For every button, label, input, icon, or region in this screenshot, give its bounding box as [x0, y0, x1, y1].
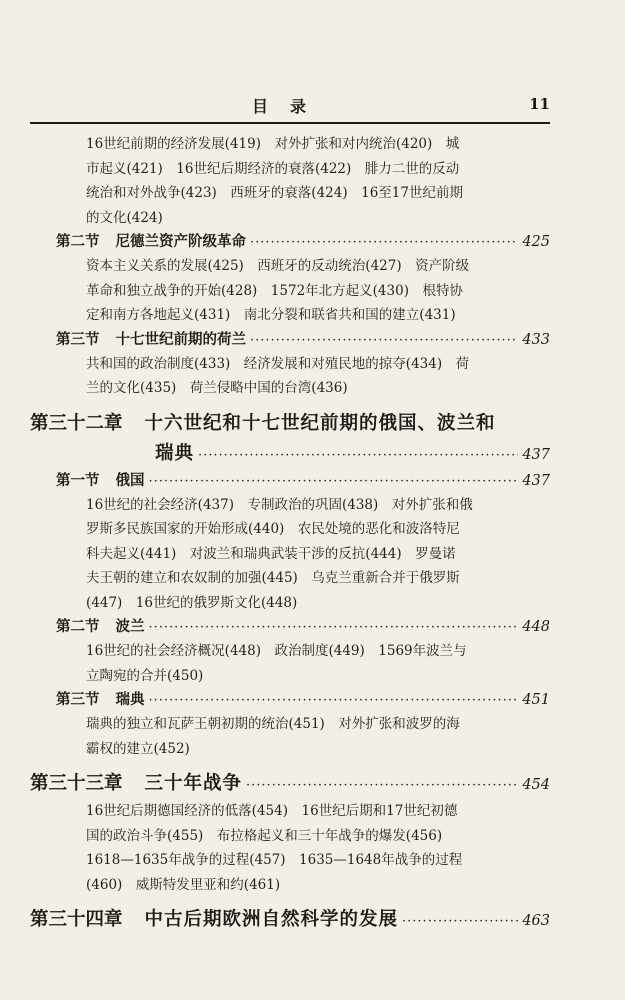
description-line: 资本主义关系的发展(425) 西班牙的反动统治(427) 资产阶级 [86, 258, 470, 274]
entry-page-number: 433 [522, 331, 550, 348]
description-line: 立陶宛的合并(450) [86, 667, 204, 684]
chapter-number: 第三十二章 [30, 412, 123, 434]
section-number: 第一节 [56, 471, 100, 489]
entry-description [86, 132, 550, 230]
description-line: 科夫起义(441) 对波兰和瑞典武装干涉的反抗(444) 罗曼诺 [86, 545, 456, 562]
description-line: 16世纪前期的经济发展(419) 对外扩张和对内统治(420) 城 [86, 136, 460, 152]
running-header [30, 88, 550, 124]
entry-description [86, 493, 550, 616]
description-line: 革命和独立战争的开始(428) 1572年北方起义(430) 根特协 [86, 282, 463, 299]
dot-leader [198, 441, 518, 469]
dot-leader [250, 329, 518, 352]
toc-chapter-entry[interactable] [30, 905, 550, 935]
toc-section-entry[interactable] [56, 615, 550, 639]
dot-leader [250, 231, 518, 254]
dot-leader [149, 616, 519, 639]
entry-page-number: 448 [522, 619, 550, 635]
section-title: 波兰 [115, 618, 145, 635]
table-of-contents [30, 132, 550, 935]
description-line: 16世纪的社会经济概况(448) 政治制度(449) 1569年波兰与 [86, 643, 467, 659]
toc-chapter-entry[interactable] [155, 439, 550, 469]
dot-leader [149, 470, 519, 493]
entry-description [86, 254, 550, 328]
toc-section-entry[interactable] [56, 688, 550, 712]
chapter-title: 中古后期欧洲自然科学的发展 [144, 909, 399, 930]
section-number: 第三节 [56, 691, 100, 708]
description-line: 16世纪的社会经济(437) 专制政治的巩固(438) 对外扩张和俄 [86, 496, 473, 513]
description-line: 罗斯多民族国家的开始形成(440) 农民处境的恶化和波洛特尼 [86, 521, 460, 537]
header-title: 目录 [251, 97, 328, 116]
entry-page-number: 454 [522, 777, 550, 793]
description-line: 市起义(421) 16世纪后期经济的衰落(422) 腓力二世的反动 [86, 160, 460, 177]
chapter-title: 瑞典 [155, 442, 195, 464]
entry-page-number: 463 [522, 913, 550, 929]
dot-leader [149, 689, 519, 712]
entry-description [86, 799, 550, 897]
description-line: 16世纪后期德国经济的低落(454) 16世纪后期和17世纪初德 [86, 803, 458, 819]
description-line: 的文化(424) [86, 209, 163, 226]
entry-page-number: 425 [522, 234, 550, 250]
description-line: (460) 威斯特发里亚和约(461) [86, 876, 281, 893]
section-number: 第二节 [56, 618, 100, 635]
section-number: 第三节 [56, 330, 100, 348]
entry-page-number: 437 [522, 472, 550, 489]
toc-section-entry[interactable] [56, 230, 550, 254]
entry-description [86, 712, 550, 761]
description-line: 瑞典的独立和瓦萨王朝初期的统治(451) 对外扩张和波罗的海 [86, 716, 460, 732]
section-title: 瑞典 [115, 691, 145, 708]
description-line: 霸权的建立(452) [86, 740, 190, 757]
toc-chapter-entry[interactable] [30, 409, 550, 439]
section-title: 尼德兰资产阶级革命 [115, 233, 246, 250]
section-number: 第二节 [56, 233, 100, 250]
description-line: 国的政治斗争(455) 布拉格起义和三十年战争的爆发(456) [86, 827, 443, 844]
dot-leader [246, 771, 518, 799]
entry-description [86, 639, 550, 688]
toc-section-entry[interactable] [56, 469, 550, 493]
chapter-number: 第三十三章 [30, 773, 123, 794]
description-line: 定和南方各地起义(431) 南北分裂和联省共和国的建立(431) [86, 307, 456, 323]
dot-leader [402, 907, 518, 935]
entry-page-number: 437 [522, 446, 550, 463]
chapter-number: 第三十四章 [30, 909, 123, 930]
description-line: 共和国的政治制度(433) 经济发展和对殖民地的掠夺(434) 荷 [86, 355, 470, 372]
description-line: 1618—1635年战争的过程(457) 1635—1648年战争的过程 [86, 852, 463, 868]
page-number: 11 [529, 95, 550, 113]
entry-description [86, 352, 550, 401]
toc-section-entry[interactable] [56, 328, 550, 352]
description-line: 夫王朝的建立和农奴制的加强(445) 乌克兰重新合并于俄罗斯 [86, 570, 460, 586]
section-title: 十七世纪前期的荷兰 [115, 330, 246, 348]
entry-page-number: 451 [522, 692, 550, 708]
description-line: 兰的文化(435) 荷兰侵略中国的台湾(436) [86, 380, 348, 396]
description-line: (447) 16世纪的俄罗斯文化(448) [86, 594, 298, 611]
toc-chapter-entry[interactable] [30, 769, 550, 799]
description-line: 统治和对外战争(423) 西班牙的衰落(424) 16至17世纪前期 [86, 185, 463, 201]
chapter-title: 十六世纪和十七世纪前期的俄国、波兰和 [144, 412, 496, 434]
section-title: 俄国 [115, 471, 145, 489]
chapter-title: 三十年战争 [144, 773, 243, 794]
